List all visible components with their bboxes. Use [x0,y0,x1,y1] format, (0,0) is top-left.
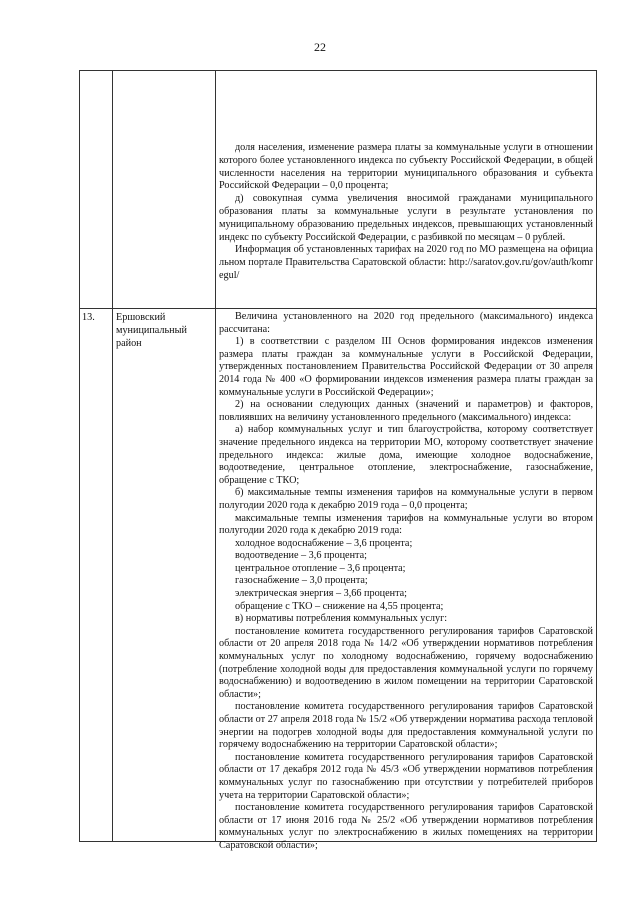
list-item: водоотведение – 3,6 процента; [235,550,367,562]
list-item: электрическая энергия – 3,66 процента; [235,588,408,600]
paragraph: а) набор коммунальных услуг и тип благоустройства, которому соответствует значение предельного индекса на территории МО, которому соответствует значение предельного индекса: жилые дома, имеющие холодное водоснабжение, водоотведение, центральное отопление, электроснабжение, газоснабжение, обращение с ТКО; [219,424,593,486]
table-grid [79,70,597,851]
list-item: обращение с ТКО – снижение на 4,55 процента; [235,600,444,612]
paragraph: д) совокупная сумма увеличения вносимой гражданами муниципального образования платы за коммунальные услуги в результате установления по муниципальному образованию предельных индексов, превышающих установленный индекс по субъекту Российской Федерации, с разбивкой по месяцам – 0 рублей. [219,193,593,243]
paragraph-with-link: Информация об установленных тарифах на 2020 год по МО размещена на официальном портале Правительства Саратовской области: http://saratov.gov.ru/gov/auth/komregul/ [219,244,593,281]
continued-content-cell [219,142,593,283]
paragraph: постановление комитета государственного регулирования тарифов Саратовской области от 17 июня 2016 года № 25/2 «Об утверждении нормативов потребления коммунальных услуг по электроснабжению в жилых помещениях на территории Саратовской области»; [219,802,593,851]
paragraph: постановление комитета государственного регулирования тарифов Саратовской области от 27 апреля 2018 года № 15/2 «Об утверждении норматива расхода тепловой энергии на подогрев холодной воды для предоставления коммунальной услуги по горячему водоснабжению на территории Саратовской области»; [219,701,593,751]
paragraph: 2) на основании следующих данных (значений и параметров) и факторов, повлиявших на величину установленного предельного (максимального) индекса: [219,399,593,423]
paragraph: 1) в соответствии с разделом III Основ формирования индексов изменения размера платы граждан за коммунальные услуги в Российской Федерации, утвержденных постановлением Правительства Российской Федерации от 30 апреля 2014 года № 400 «О формировании индексов изменения размера платы граждан за коммунальные услуги в Российской Федерации»; [219,336,593,398]
column-divider-name [215,70,216,842]
list-item: центральное отопление – 3,6 процента; [235,562,406,574]
list-item: холодное водоснабжение – 3,6 процента; [235,537,413,549]
district-content-cell [219,311,593,853]
paragraph: максимальные темпы изменения тарифов на коммунальные услуги во втором полугодии 2020 года к декабрю 2019 года: [219,512,593,537]
district-name: Ершовский муниципальный район [116,312,187,350]
paragraph: доля населения, изменение размера платы за коммунальные услуги в отношении которого более установленного индекса по субъекту Российской Федерации, в общей численности населения на территории муниципального образования и субъекта Российской Федерации – 0,0 процента; [219,142,593,192]
paragraph: в) нормативы потребления коммунальных услуг: [235,613,448,625]
table-top-border [80,70,596,71]
row-divider [80,308,596,309]
paragraph: постановление комитета государственного регулирования тарифов Саратовской области от 20 апреля 2018 года № 14/2 «Об утверждении нормативов потребления коммунальных услуг по холодному водоснабжению, горячему водоснабжению (потребление холодной воды для предоставления коммунальной услуги по горячему водоснабжению) и водоотведению в жилом помещении на территории Саратовской области»; [219,625,593,700]
list-item: газоснабжение – 3,0 процента; [235,575,368,587]
paragraph: постановление комитета государственного регулирования тарифов Саратовской области от 17 декабря 2012 года № 45/3 «Об утверждении нормативов потребления коммунальных услуг по газоснабжению при отсутствии у потребителей приборов учета на территории Саратовской области»; [219,751,593,801]
row-number: 13. [82,312,95,323]
column-divider-number [112,70,113,842]
page-number: 22 [314,40,326,54]
paragraph: б) максимальные темпы изменения тарифов на коммунальные услуги в первом полугодии 2020 года к декабрю 2019 года – 0,0 процента; [219,487,593,511]
paragraph: Величина установленного на 2020 год предельного (максимального) индекса рассчитана: [219,311,593,335]
